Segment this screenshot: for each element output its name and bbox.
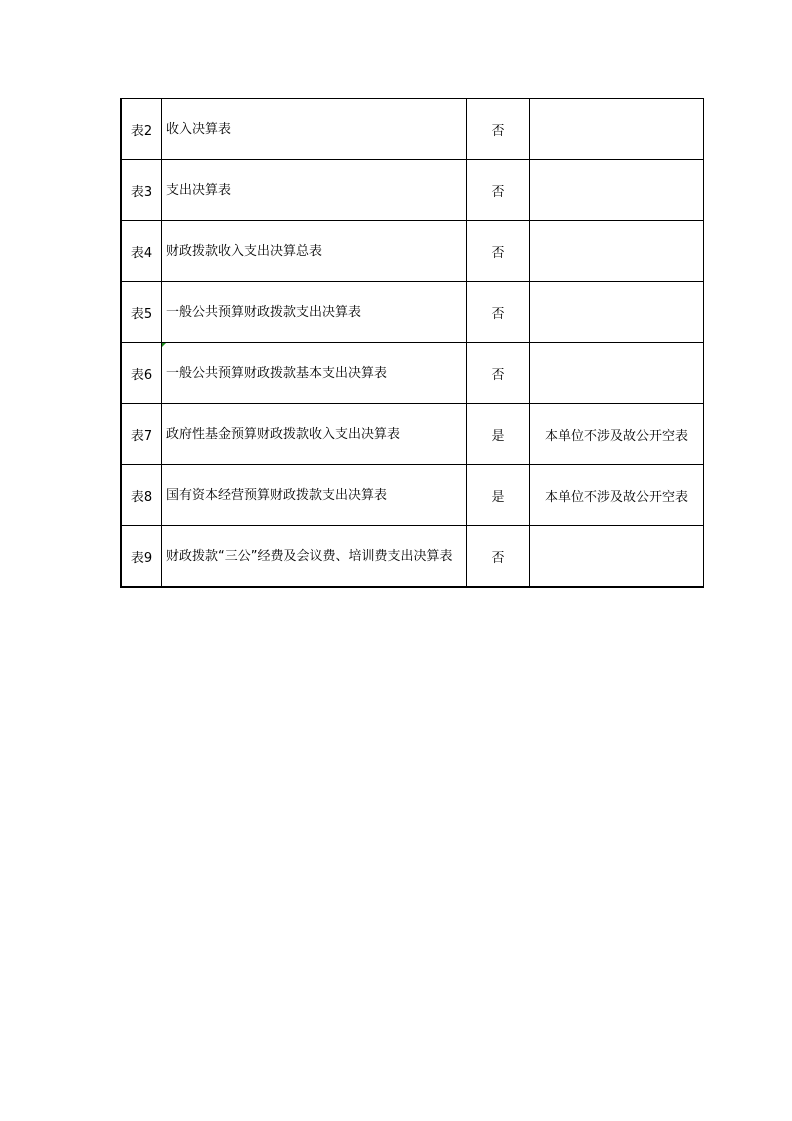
table-number-cell: 表7 xyxy=(121,404,162,465)
empty-table-flag-cell: 否 xyxy=(467,160,530,221)
table-name-cell: 财政拨款“三公”经费及会议费、培训费支出决算表 xyxy=(162,526,467,588)
note-cell xyxy=(530,221,704,282)
table-row xyxy=(121,343,704,404)
empty-table-flag-cell: 否 xyxy=(467,526,530,588)
empty-table-flag-cell: 是 xyxy=(467,404,530,465)
table-name-cell: 收入决算表 xyxy=(162,99,467,160)
table-name-cell: 支出决算表 xyxy=(162,160,467,221)
table-row xyxy=(121,465,704,526)
table-name-cell: 一般公共预算财政拨款基本支出决算表 xyxy=(162,343,467,404)
table-name-cell: 国有资本经营预算财政拨款支出决算表 xyxy=(162,465,467,526)
note-cell xyxy=(530,99,704,160)
table-name-cell: 政府性基金预算财政拨款收入支出决算表 xyxy=(162,404,467,465)
empty-table-flag-cell: 否 xyxy=(467,221,530,282)
note-cell xyxy=(530,160,704,221)
disclosure-table xyxy=(120,98,704,588)
note-cell: 本单位不涉及故公开空表 xyxy=(530,465,704,526)
note-cell xyxy=(530,343,704,404)
table-number-cell: 表8 xyxy=(121,465,162,526)
table-name-cell: 一般公共预算财政拨款支出决算表 xyxy=(162,282,467,343)
empty-table-flag-cell: 否 xyxy=(467,282,530,343)
table-number-cell: 表6 xyxy=(121,343,162,404)
table-row xyxy=(121,160,704,221)
table-number-cell: 表3 xyxy=(121,160,162,221)
table-number-cell: 表5 xyxy=(121,282,162,343)
empty-table-flag-cell: 否 xyxy=(467,99,530,160)
note-cell xyxy=(530,282,704,343)
table-row xyxy=(121,99,704,160)
table-row xyxy=(121,404,704,465)
table-row xyxy=(121,221,704,282)
table-row xyxy=(121,282,704,343)
note-cell xyxy=(530,526,704,588)
empty-table-flag-cell: 是 xyxy=(467,465,530,526)
table-row xyxy=(121,526,704,588)
note-cell: 本单位不涉及故公开空表 xyxy=(530,404,704,465)
table-number-cell: 表9 xyxy=(121,526,162,588)
empty-table-flag-cell: 否 xyxy=(467,343,530,404)
table-number-cell: 表4 xyxy=(121,221,162,282)
table-name-cell: 财政拨款收入支出决算总表 xyxy=(162,221,467,282)
table-number-cell: 表2 xyxy=(121,99,162,160)
